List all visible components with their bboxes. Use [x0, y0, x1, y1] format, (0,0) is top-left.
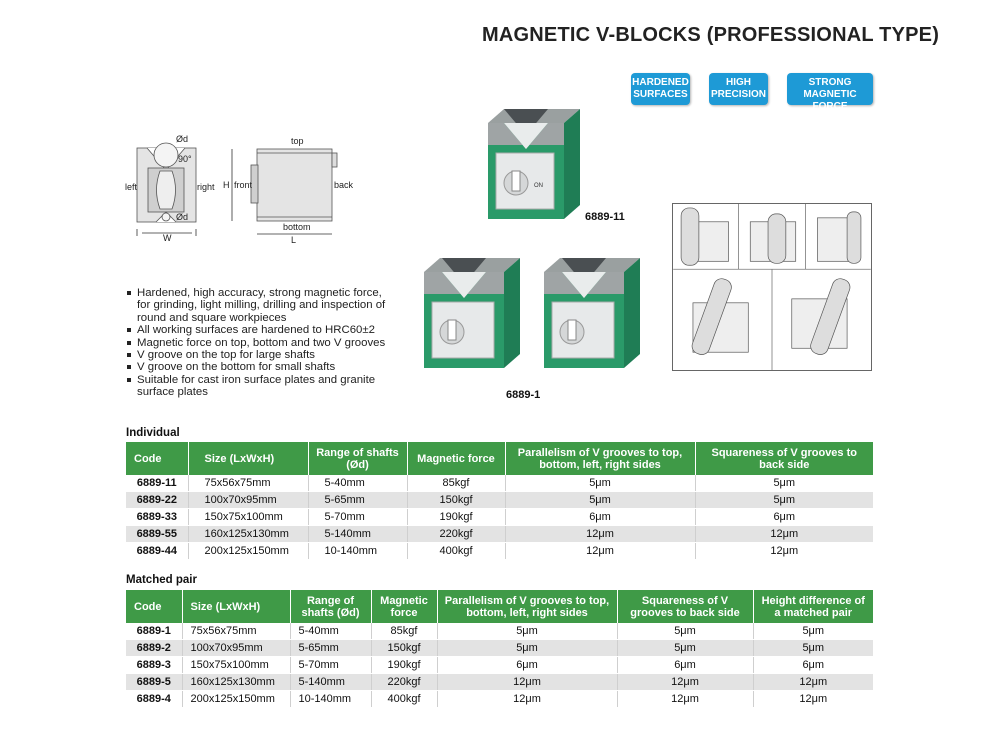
table-cell: 12μm [505, 526, 695, 543]
table-cell: 10-140mm [290, 691, 371, 708]
table-row [126, 657, 873, 674]
table-cell: 160x125x130mm [182, 674, 290, 691]
table-cell: 5-140mm [308, 526, 407, 543]
table-cell: 150kgf [407, 492, 505, 509]
table-cell: 10-140mm [308, 543, 407, 560]
column-header: Magnetic force [407, 442, 505, 475]
label-h: H [223, 180, 230, 190]
table-cell: 85kgf [371, 623, 437, 640]
table-cell: 12μm [437, 674, 617, 691]
table-cell: 6μm [505, 509, 695, 526]
table-cell: 5-140mm [290, 674, 371, 691]
table-cell: 5-40mm [290, 623, 371, 640]
column-header: Height difference of a matched pair [753, 590, 873, 623]
table-row [126, 543, 873, 560]
table-row [126, 492, 873, 509]
column-header: Size (LxWxH) [182, 590, 290, 623]
vblock-6889-1-right-image [540, 254, 644, 372]
table-cell: 6889-5 [126, 674, 182, 691]
table-row [126, 674, 873, 691]
label-left: left [125, 182, 138, 192]
table-cell: 5-65mm [308, 492, 407, 509]
table-cell: 6889-4 [126, 691, 182, 708]
table-cell: 200x125x150mm [182, 691, 290, 708]
column-header: Code [126, 442, 188, 475]
table-cell: 5-70mm [308, 509, 407, 526]
feature-item: V groove on the bottom for small shafts [127, 361, 397, 373]
individual-section-label: Individual [126, 427, 180, 439]
column-header: Squareness of V grooves to back side [617, 590, 753, 623]
table-cell: 5μm [617, 640, 753, 657]
table-cell: 150kgf [371, 640, 437, 657]
table-cell: 12μm [753, 674, 873, 691]
table-cell: 150x75x100mm [182, 657, 290, 674]
table-cell: 160x125x130mm [188, 526, 308, 543]
table-row [126, 526, 873, 543]
column-header: Range of shafts (Ød) [290, 590, 371, 623]
individual-table [126, 442, 873, 560]
label-bottom: bottom [283, 222, 311, 232]
badge-strong-magnetic-force: STRONG MAGNETIC FORCE [787, 73, 873, 105]
table-cell: 6889-3 [126, 657, 182, 674]
label-right: right [197, 182, 215, 192]
table-cell: 6889-1 [126, 623, 182, 640]
table-cell: 6889-44 [126, 543, 188, 560]
table-cell: 5-70mm [290, 657, 371, 674]
table-cell: 5μm [695, 475, 873, 492]
column-header: Squareness of V grooves to back side [695, 442, 873, 475]
vblock-6889-1-left-image [420, 254, 524, 372]
table-cell: 85kgf [407, 475, 505, 492]
badge-high-precision: HIGH PRECISION [709, 73, 768, 105]
matched-section-label: Matched pair [126, 574, 197, 586]
table-cell: 5μm [505, 475, 695, 492]
table-row [126, 623, 873, 640]
table-cell: 12μm [695, 526, 873, 543]
column-header: Parallelism of V grooves to top, bottom, left, right sides [505, 442, 695, 475]
table-cell: 6889-33 [126, 509, 188, 526]
label-od-bottom: Ød [176, 212, 189, 222]
label-angle: 90° [178, 154, 192, 164]
technical-drawing [120, 135, 360, 245]
label-od-top: Ød [176, 135, 189, 144]
feature-item: Hardened, high accuracy, strong magnetic force, for grinding, light milling, drilling and inspection of round and square workpieces [127, 287, 397, 324]
table-cell: 6μm [437, 657, 617, 674]
table-cell: 12μm [695, 543, 873, 560]
table-cell: 5μm [753, 640, 873, 657]
table-row [126, 640, 873, 657]
feature-item: All working surfaces are hardened to HRC60±2 [127, 324, 397, 336]
table-cell: 190kgf [407, 509, 505, 526]
table-cell: 6μm [617, 657, 753, 674]
table-row [126, 509, 873, 526]
table-cell: 5-40mm [308, 475, 407, 492]
table-cell: 100x70x95mm [188, 492, 308, 509]
table-cell: 6889-11 [126, 475, 188, 492]
product-label-6889-1: 6889-1 [506, 389, 541, 401]
table-cell: 6μm [695, 509, 873, 526]
table-row [126, 475, 873, 492]
table-cell: 5μm [617, 623, 753, 640]
label-l: L [291, 235, 297, 245]
application-examples-image [672, 203, 872, 371]
column-header: Code [126, 590, 182, 623]
table-cell: 6889-55 [126, 526, 188, 543]
feature-item: Suitable for cast iron surface plates and granite surface plates [127, 374, 397, 399]
table-cell: 6889-22 [126, 492, 188, 509]
label-top: top [291, 136, 304, 146]
table-cell: 400kgf [407, 543, 505, 560]
matched-pair-table [126, 590, 873, 708]
table-cell: 12μm [437, 691, 617, 708]
feature-item: Magnetic force on top, bottom and two V grooves [127, 337, 397, 349]
table-cell: 12μm [617, 691, 753, 708]
column-header: Size (LxWxH) [188, 442, 308, 475]
feature-item: V groove on the top for large shafts [127, 349, 397, 361]
table-cell: 150x75x100mm [188, 509, 308, 526]
label-w: W [163, 233, 172, 243]
table-cell: 5μm [753, 623, 873, 640]
page-title: MAGNETIC V-BLOCKS (PROFESSIONAL TYPE) [482, 24, 940, 46]
label-back: back [334, 180, 354, 190]
table-cell: 6889-2 [126, 640, 182, 657]
table-cell: 190kgf [371, 657, 437, 674]
table-cell: 220kgf [407, 526, 505, 543]
column-header: Magnetic force [371, 590, 437, 623]
feature-list [127, 287, 397, 399]
table-cell: 5μm [505, 492, 695, 509]
label-front: front [234, 180, 253, 190]
table-cell: 220kgf [371, 674, 437, 691]
table-cell: 200x125x150mm [188, 543, 308, 560]
table-cell: 75x56x75mm [182, 623, 290, 640]
product-label-6889-11: 6889-11 [585, 211, 625, 223]
badge-hardened-surfaces: HARDENED SURFACES [631, 73, 690, 105]
table-cell: 5-65mm [290, 640, 371, 657]
table-header-row [126, 590, 873, 623]
table-cell: 12μm [617, 674, 753, 691]
table-cell: 12μm [753, 691, 873, 708]
table-cell: 75x56x75mm [188, 475, 308, 492]
table-cell: 5μm [695, 492, 873, 509]
table-cell: 5μm [437, 640, 617, 657]
table-cell: 6μm [753, 657, 873, 674]
switch-on-label: ON [534, 183, 543, 189]
table-row [126, 691, 873, 708]
table-cell: 12μm [505, 543, 695, 560]
table-cell: 400kgf [371, 691, 437, 708]
table-cell: 5μm [437, 623, 617, 640]
table-header-row [126, 442, 873, 475]
table-cell: 100x70x95mm [182, 640, 290, 657]
column-header: Range of shafts (Ød) [308, 442, 407, 475]
vblock-6889-11-image [484, 105, 584, 223]
column-header: Parallelism of V grooves to top, bottom, left, right sides [437, 590, 617, 623]
